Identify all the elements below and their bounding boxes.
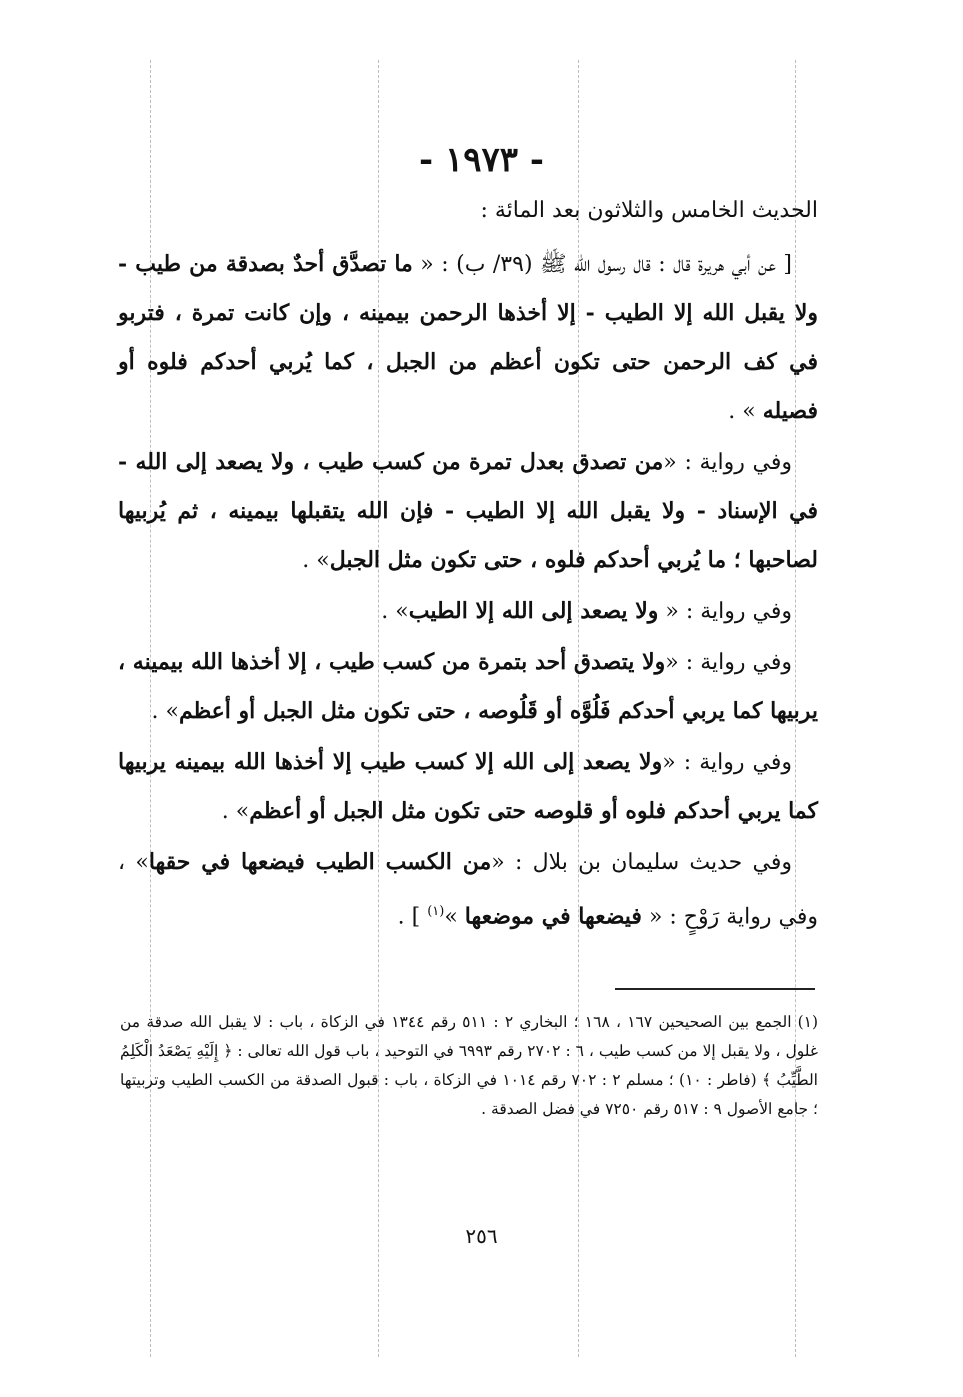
- paragraph-text: » .: [381, 599, 409, 624]
- paragraph-text: وفي رواية : «: [665, 650, 792, 675]
- paragraph-text: ] .: [397, 904, 428, 930]
- paragraph-text: وفي رواية : «: [662, 750, 793, 775]
- footnote-reference: (١): [427, 904, 445, 919]
- main-text: [118, 196, 818, 943]
- paragraph-text: » .: [151, 699, 179, 724]
- section-heading: الحديث الخامس والثلاثون بعد المائة :: [480, 198, 818, 223]
- paragraph-text: » .: [728, 399, 763, 424]
- hadith-number: - ١٩٧٣ -: [419, 140, 544, 180]
- hadith-quote: من الكسب الطيب فيضعها في حقها: [148, 849, 492, 875]
- hadith-quote: ولا يتصدق أحد بتمرة من كسب طيب ، إلا أخذها الله بيمينه ، يربيها كما يربي أحدكم فَلُوَّه أو قَلُوصه ، حتى تكون مثل الجبل أو أعظم: [118, 649, 818, 724]
- paragraph-text: وفي حديث سليمان بن بلال : «: [491, 850, 792, 875]
- hadith-quote: ولا يصعد إلى الله إلا كسب طيب إلا أخذها الله بيمينه يربيها كما يربي أحدكم فلوه أو قلوصه حتى تكون مثل الجبل أو أعظم: [118, 749, 818, 824]
- footnote: [120, 1008, 818, 1124]
- paragraph: [118, 638, 818, 736]
- hadith-quote: فيضعها في موضعها: [464, 903, 642, 930]
- paragraph: [118, 438, 818, 585]
- footnote-number: (١): [797, 1013, 819, 1031]
- paragraph: [118, 838, 818, 941]
- paragraph-text: وفي رواية : «: [658, 599, 792, 624]
- paragraph-text: [ عن أبي هريرة قال : قال رسول الله ﷺ (٣٩/ ب) : «: [412, 252, 792, 277]
- hadith-quote: ما تصدَّق أحدٌ بصدقة من طيب - ولا يقبل الله إلا الطيب - إلا أخذها الرحمن بيمينه ، وإن كانت تمرة ، فتربو في كف الرحمن حتى تكون أعظم من الجبل ، كما يُربي أحدكم فلوه أو فصيله: [118, 251, 818, 424]
- paragraph-text: وفي رواية : «: [663, 450, 792, 475]
- hadith-quote: ولا يصعد إلى الله إلا الطيب: [408, 598, 659, 624]
- page-number: ٢٥٦: [465, 1224, 498, 1248]
- footnote-separator: [615, 988, 815, 990]
- hadith-quote: من تصدق بعدل تمرة من كسب طيب ، ولا يصعد إلى الله - في الإسناد - ولا يقبل الله إلا الطيب - فإن الله يتقبلها بيمينه ، ثم يُربيها لصاحبها ؛ ما يُربي أحدكم فلوه ، حتى تكون مثل الجبل: [118, 449, 818, 573]
- paragraph: [118, 587, 818, 636]
- footnote-text: الجمع بين الصحيحين ١٦٧ ، ١٦٨ ؛ البخاري ٢ : ٥١١ رقم ١٣٤٤ في الزكاة ، باب : لا يقبل الله صدقة من غلول ، ولا يقبل إلا من كسب طيب ، ٦ : ٢٧٠٢ رقم ٦٩٩٣ في التوحيد ، باب قول الله تعالى : ﴿ إِلَيْهِ يَصْعَدُ الْكَلِمُ الطَّيِّبُ ﴾ (فاطر : ١٠) ؛ مسلم ٢ : ٧٠٢ رقم ١٠١٤ في الزكاة ، باب : قبول الصدقة من الكسب الطيب وتربيتها ؛ جامع الأصول ٩ : ٥١٧ رقم ٧٢٥٠ في فضل الصدقة .: [120, 1013, 818, 1118]
- paragraph-text: » ، وفي رواية رَوْحٍ : «: [118, 850, 818, 930]
- paragraph: [118, 738, 818, 836]
- paragraph-text: »: [444, 904, 465, 930]
- paragraph-text: » .: [221, 799, 250, 824]
- paragraph-text: » .: [302, 548, 330, 573]
- paragraph: [118, 240, 818, 436]
